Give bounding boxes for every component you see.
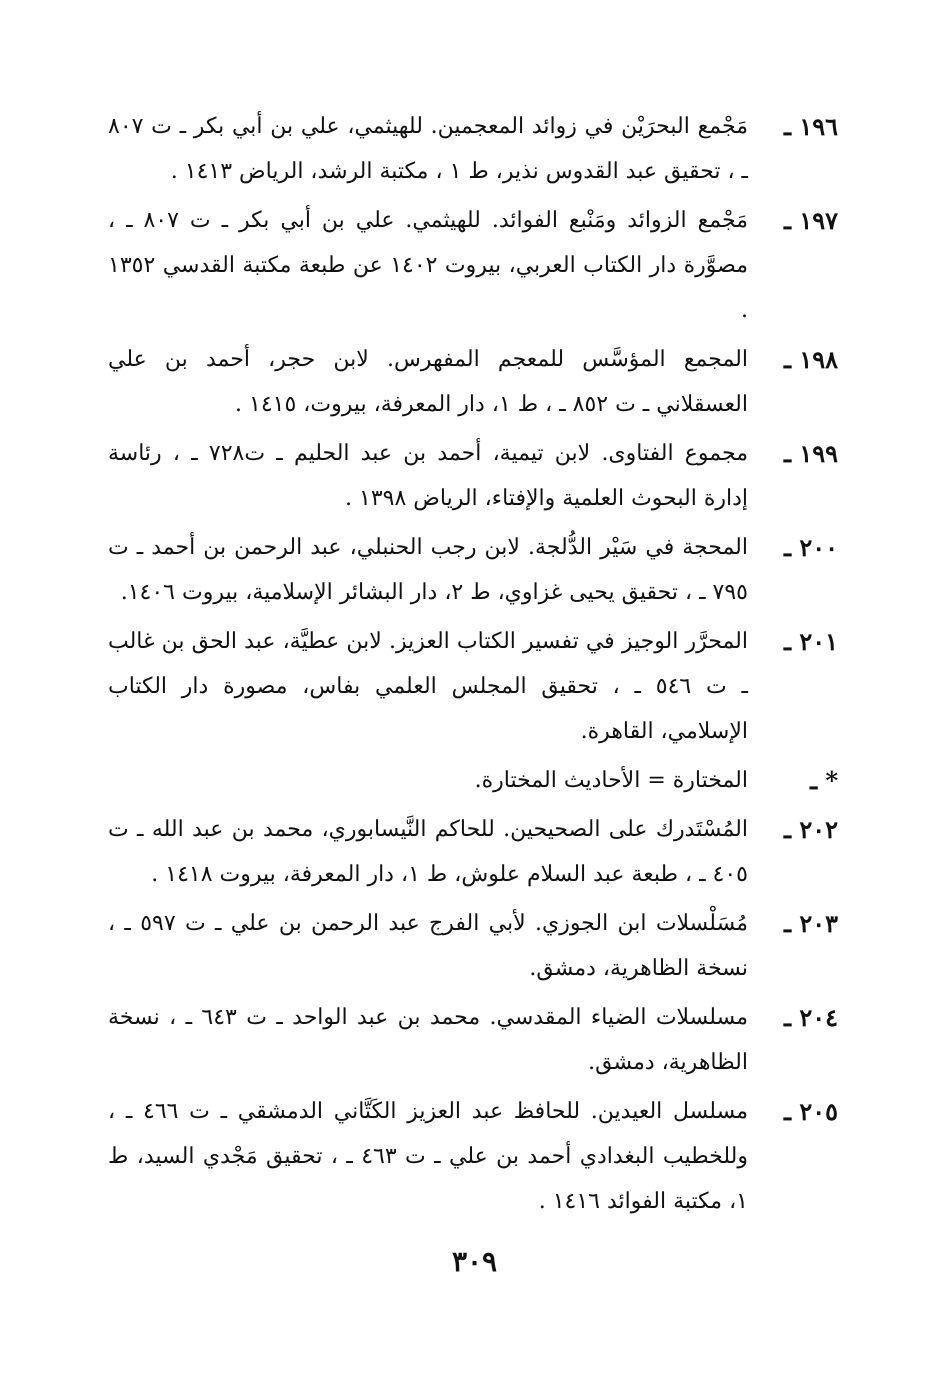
entry-text: مسلسلات الضياء المقدسي. محمد بن عبد الواحد ـ ت ٦٤٣ ـ ، نسخة الظاهرية، دمشق. [108, 1005, 748, 1075]
bibliography-entry-202 [108, 807, 838, 897]
entry-number: ٢٠٥ ـ [783, 1097, 838, 1126]
bibliography-entry-196 [108, 104, 838, 194]
entry-text: مُسَلْسلات ابن الجوزي. لأبي الفرج عبد الرحمن بن علي ـ ت ٥٩٧ ـ ، نسخة الظاهرية، دمشق. [108, 911, 748, 981]
entry-number: ٢٠١ ـ [783, 627, 838, 656]
entry-number: ٢٠٣ ـ [783, 909, 838, 938]
entry-text: مسلسل العيدين. للحافظ عبد العزيز الكَتَّاني الدمشقي ـ ت ٤٦٦ ـ ، وللخطيب البغدادي أحمد بن علي ـ ت ٤٦٣ ـ ، تحقيق مَجْدي السيد، ط ١، مكتبة الفوائد ١٤١٦ . [108, 1099, 748, 1214]
entry-number: ٢٠٤ ـ [783, 1003, 838, 1032]
bibliography-entry-205 [108, 1089, 838, 1224]
bibliography-entry-198 [108, 337, 838, 427]
entry-text: المحجة في سَيْر الدُّلجة. لابن رجب الحنبلي، عبد الرحمن بن أحمد ـ ت ٧٩٥ ـ ، تحقيق يحيى غزاوي، ط ٢، دار البشائر الإسلامية، بيروت ١٤٠٦. [108, 535, 748, 605]
entry-text: المختارة = الأحاديث المختارة. [474, 768, 748, 793]
entry-text: مجموع الفتاوى. لابن تيمية، أحمد بن عبد الحليم ـ ت٧٢٨ ـ ، رئاسة إدارة البحوث العلمية والإفتاء، الرياض ١٣٩٨ . [108, 441, 748, 511]
entry-number: ٢٠٠ ـ [783, 533, 838, 562]
bibliography-list [108, 104, 838, 1228]
bibliography-entry-200 [108, 525, 838, 615]
bibliography-entry-204 [108, 995, 838, 1085]
bibliography-entry-197 [108, 198, 838, 333]
entry-number: ١٩٧ ـ [783, 206, 838, 235]
bibliography-cross-reference [108, 758, 838, 803]
bibliography-entry-201 [108, 619, 838, 754]
entry-text: مَجْمع الزوائد ومَنْبع الفوائد. للهيثمي. علي بن أبي بكر ـ ت ٨٠٧ ـ ، مصوَّرة دار الكتاب العربي، بيروت ١٤٠٢ عن طبعة مكتبة القدسي ١٣٥٢ . [108, 208, 748, 323]
asterisk-marker: * ـ [810, 766, 838, 795]
entry-number: ١٩٨ ـ [783, 345, 838, 374]
entry-text: المجمع المؤسَّس للمعجم المفهرس. لابن حجر، أحمد بن علي العسقلاني ـ ت ٨٥٢ ـ ، ط ١، دار المعرفة، بيروت، ١٤١٥ . [108, 347, 748, 417]
entry-text: مَجْمع البحرَيْن في زوائد المعجمين. للهيثمي، علي بن أبي بكر ـ ت ٨٠٧ ـ ، تحقيق عبد القدوس نذير، ط ١ ، مكتبة الرشد، الرياض ١٤١٣ . [108, 114, 748, 184]
entry-number: ١٩٦ ـ [783, 112, 838, 141]
page-number: ٣٠٩ [451, 1245, 498, 1278]
entry-number: ١٩٩ ـ [783, 439, 838, 468]
bibliography-entry-199 [108, 431, 838, 521]
entry-number: ٢٠٢ ـ [783, 815, 838, 844]
bibliography-entry-203 [108, 901, 838, 991]
entry-text: المُسْتَدرك على الصحيحين. للحاكم النَّيسابوري، محمد بن عبد الله ـ ت ٤٠٥ ـ ، طبعة عبد السلام علوش، ط ١، دار المعرفة، بيروت ١٤١٨ . [108, 817, 748, 887]
entry-text: المحرَّر الوجيز في تفسير الكتاب العزيز. لابن عطيَّة، عبد الحق بن غالب ـ ت ٥٤٦ ـ ، تحقيق المجلس العلمي بفاس، مصورة دار الكتاب الإسلامي، القاهرة. [108, 629, 749, 744]
